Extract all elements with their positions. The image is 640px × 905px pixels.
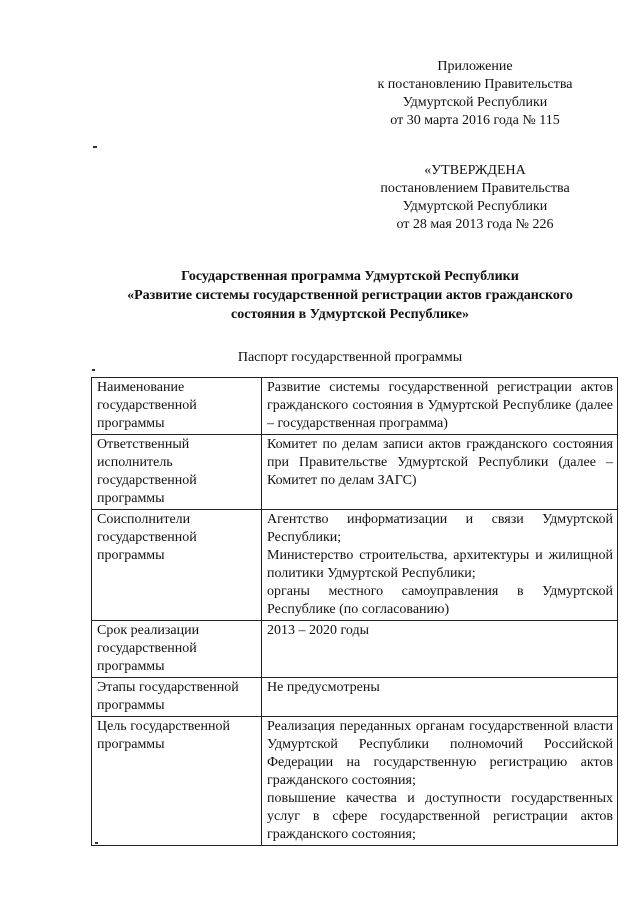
row-label-cell bbox=[92, 678, 262, 717]
passport-table bbox=[91, 377, 618, 846]
row-value-paragraph: 2013 – 2020 годы bbox=[267, 623, 370, 638]
table-row bbox=[92, 678, 618, 717]
row-value-cell bbox=[262, 510, 618, 621]
row-label-cell bbox=[92, 378, 262, 435]
row-label-cell bbox=[92, 621, 262, 678]
row-value-paragraph: повышение качества и доступности государственных услуг в сфере государственной регистрации актов гражданского состояния; bbox=[267, 791, 613, 842]
program-title bbox=[90, 267, 610, 324]
row-label: Ответственный исполнитель государственной программы bbox=[97, 437, 197, 506]
row-label: Соисполнители государственной программы bbox=[97, 512, 197, 563]
approval-line: от 28 мая 2013 года № 226 bbox=[396, 217, 554, 232]
appendix-line: Удмуртской Республики bbox=[402, 95, 548, 110]
title-line: Государственная программа Удмуртской Республики bbox=[181, 269, 519, 284]
row-value-cell bbox=[262, 378, 618, 435]
passport-table-body bbox=[92, 378, 618, 846]
scan-mark bbox=[92, 369, 95, 371]
passport-heading: Паспорт государственной программы bbox=[237, 350, 463, 365]
approval-line: постановлением Правительства bbox=[380, 181, 570, 196]
table-row bbox=[92, 378, 618, 435]
row-value-cell bbox=[262, 435, 618, 510]
row-label-cell bbox=[92, 510, 262, 621]
scan-mark bbox=[93, 146, 97, 148]
row-label: Цель государственной программы bbox=[97, 719, 230, 752]
table-row bbox=[92, 621, 618, 678]
title-line: состояния в Удмуртской Республике» bbox=[231, 307, 469, 322]
table-row bbox=[92, 510, 618, 621]
row-value-paragraph: Агентство информатизации и связи Удмуртской Республики; bbox=[267, 512, 613, 545]
row-value-paragraph: органы местного самоуправления в Удмуртской Республике (по согласованию) bbox=[267, 584, 613, 617]
row-value-paragraph: Министерство строительства, архитектуры и жилищной политики Удмуртской Республики; bbox=[267, 548, 613, 581]
approval-block bbox=[355, 162, 595, 234]
appendix-block bbox=[355, 58, 595, 130]
row-value-cell bbox=[262, 717, 618, 846]
row-value-paragraph: Развитие системы государственной регистрации актов гражданского состояния в Удмуртской Республике (далее – государственная программа) bbox=[267, 380, 613, 431]
row-label: Наименование государственной программы bbox=[97, 380, 197, 431]
row-label-cell bbox=[92, 435, 262, 510]
title-line: «Развитие системы государственной регистрации актов гражданского bbox=[127, 288, 573, 303]
row-label: Срок реализации государственной программы bbox=[97, 623, 200, 674]
table-row bbox=[92, 435, 618, 510]
row-value-cell bbox=[262, 678, 618, 717]
row-value-paragraph: Комитет по делам записи актов гражданского состояния при Правительстве Удмуртской Республики (далее – Комитет по делам ЗАГС) bbox=[267, 437, 613, 488]
scan-mark bbox=[95, 842, 98, 844]
appendix-line: к постановлению Правительства bbox=[377, 77, 573, 92]
approval-line: Удмуртской Республики bbox=[402, 199, 548, 214]
approval-line: «УТВЕРЖДЕНА bbox=[424, 163, 526, 178]
table-row bbox=[92, 717, 618, 846]
row-value-paragraph: Не предусмотрены bbox=[267, 680, 380, 695]
row-label: Этапы государственной программы bbox=[97, 680, 239, 713]
appendix-line: от 30 марта 2016 года № 115 bbox=[390, 113, 560, 128]
row-value-paragraph: Реализация переданных органам государственной власти Удмуртской Республики полномочий Российской Федерации на государственную регистрацию актов гражданского состояния; bbox=[267, 719, 613, 788]
row-value-cell bbox=[262, 621, 618, 678]
appendix-line: Приложение bbox=[437, 59, 513, 74]
row-label-cell bbox=[92, 717, 262, 846]
